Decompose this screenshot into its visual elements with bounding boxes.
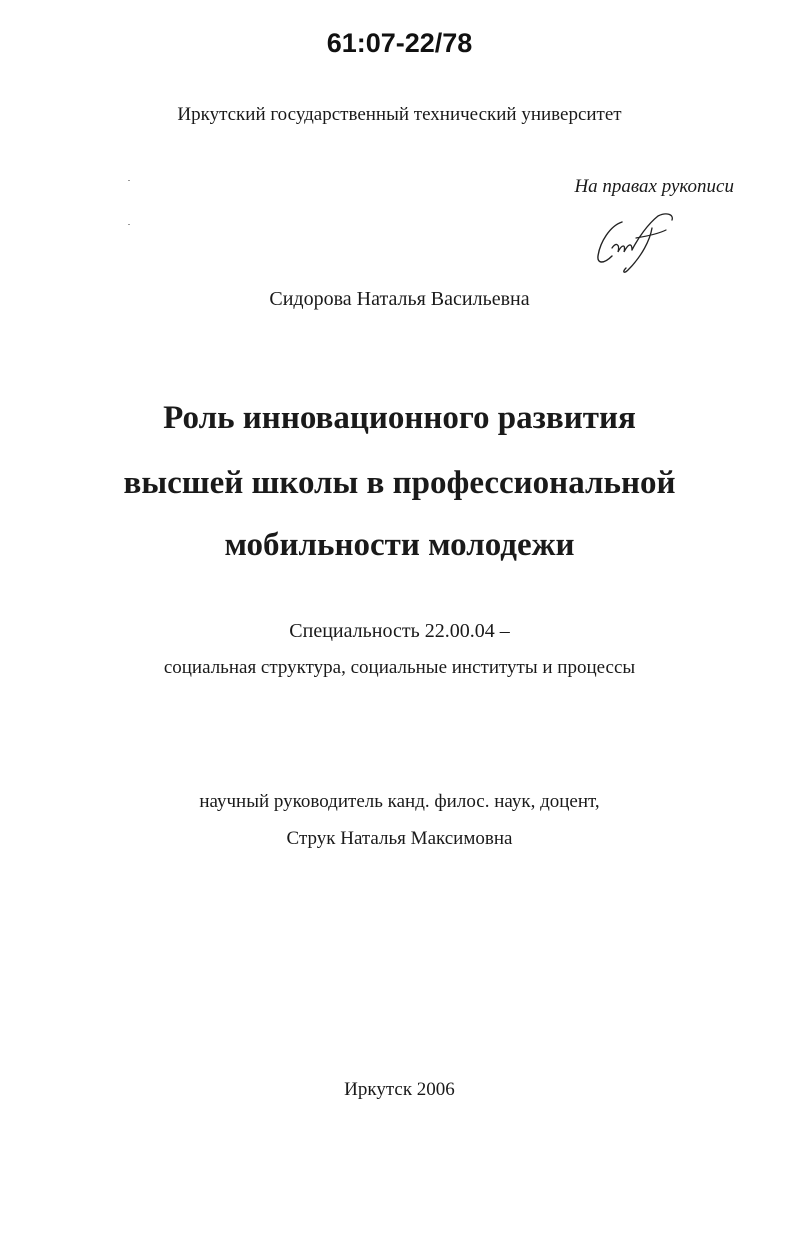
supervisor-credentials: научный руководитель канд. филос. наук, доцент, <box>199 791 600 812</box>
scan-speck <box>128 224 130 225</box>
city-and-year: Иркутск 2006 <box>344 1079 455 1100</box>
author-name: Сидорова Наталья Васильевна <box>269 288 530 310</box>
thesis-title-line-3: мобильности молодежи <box>224 527 575 563</box>
supervisor-name: Струк Наталья Максимовна <box>286 828 513 849</box>
specialty-name: социальная структура, социальные институты и процессы <box>163 657 636 678</box>
thesis-title-line-1: Роль инновационного развития <box>163 400 636 436</box>
thesis-title-line-2: высшей школы в профессиональной <box>123 465 676 501</box>
handwritten-signature <box>592 208 682 278</box>
scan-speck <box>128 180 130 181</box>
rights-note: На правах рукописи <box>574 176 734 197</box>
specialty-code: Специальность 22.00.04 – <box>289 620 510 642</box>
university-name: Иркутский государственный технический университет <box>177 104 622 125</box>
archive-code-stamp: 61:07-22/78 <box>326 28 473 58</box>
